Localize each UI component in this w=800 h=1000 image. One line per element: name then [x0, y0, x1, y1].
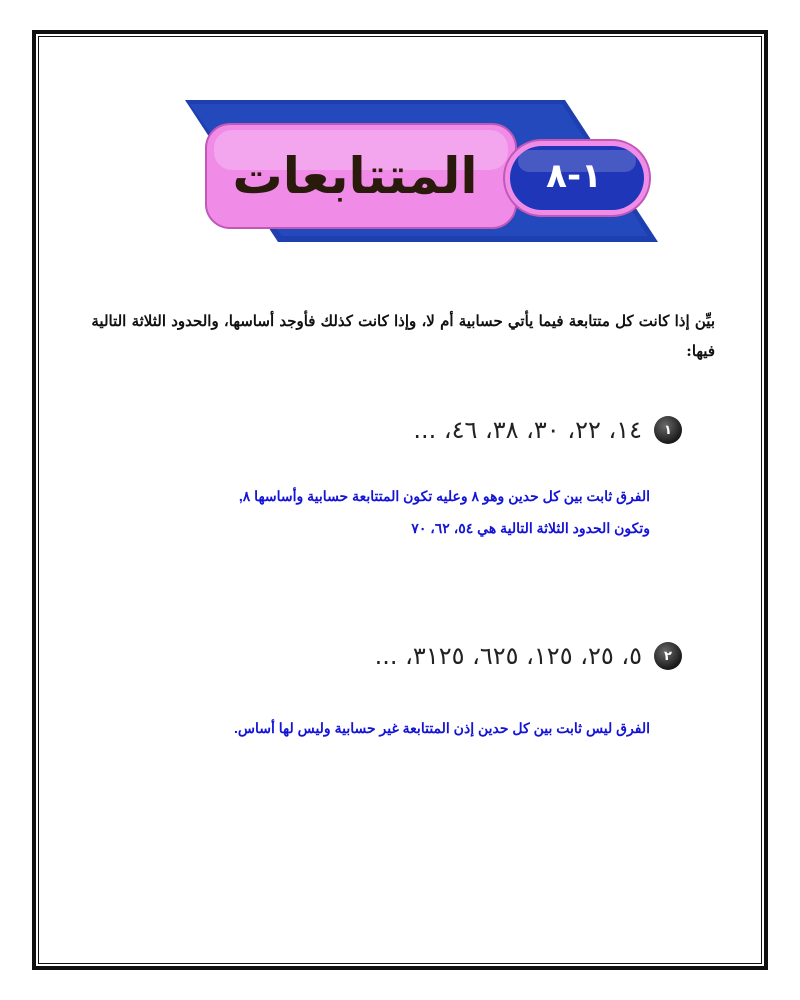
problem-2 [375, 642, 682, 670]
answer-line: وتكون الحدود الثلاثة التالية هي ٥٤، ٦٢، ٧٠ [411, 520, 650, 536]
instructions-text: بيِّن إذا كانت كل متتابعة فيما يأتي حسابية أم لا، وإذا كانت كذلك فأوجد أساسها، والحدود الثلاثة التالية فيها: [91, 312, 715, 360]
answer-line: الفرق ثابت بين كل حدين وهو ٨ وعليه تكون المتتابعة حسابية وأساسها ٨, [238, 488, 650, 504]
problem-2-number-badge: ٢ [654, 642, 682, 670]
lesson-number: ١-٨ [546, 156, 602, 196]
problem-1-sequence: ١٤، ٢٢، ٣٠، ٣٨، ٤٦، ... [413, 416, 642, 444]
problem-2-sequence: ٥، ٢٥، ١٢٥، ٦٢٥، ٣١٢٥، ... [374, 642, 642, 670]
answer-line: الفرق ليس ثابت بين كل حدين إذن المتتابعة غير حسابية وليس لها أساس. [233, 720, 650, 736]
lesson-title: المتتابعات [232, 147, 478, 205]
problem-2-answer [110, 712, 650, 744]
problem-1-answer [110, 480, 650, 544]
problem-1-number-badge: ١ [654, 416, 682, 444]
problem-1 [413, 416, 682, 444]
